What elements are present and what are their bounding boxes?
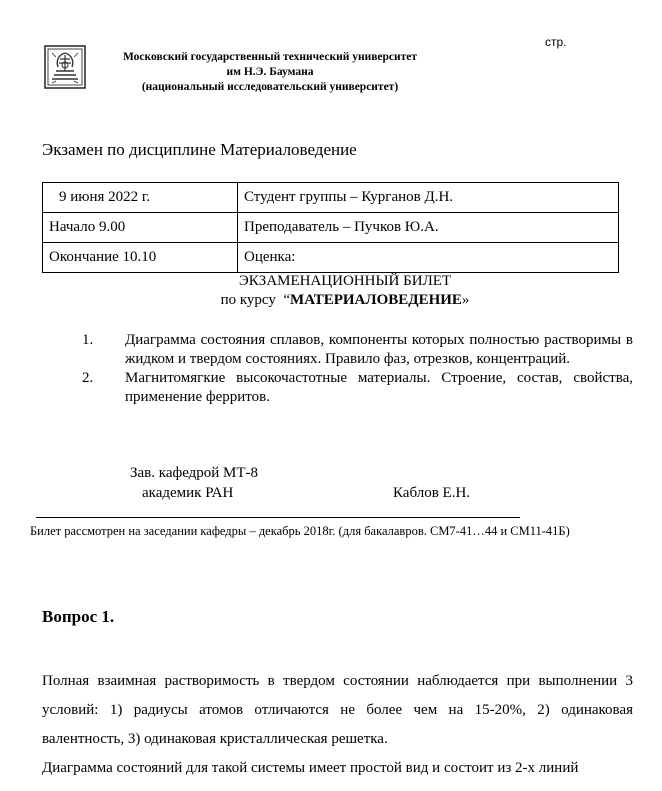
exam-date: 9 июня 2022 г. <box>43 183 238 213</box>
question-number: 2. <box>82 370 94 386</box>
university-header <box>100 50 440 95</box>
signature-position: Зав. кафедрой МТ-8 <box>130 465 259 481</box>
student-group: Студент группы – Курганов Д.Н. <box>238 183 619 213</box>
divider <box>36 517 520 518</box>
table-row <box>43 213 619 243</box>
signature-title: академик РАН <box>142 485 234 501</box>
grade: Оценка: <box>238 243 619 273</box>
university-status: (национальный исследовательский университет) <box>141 81 399 93</box>
answer-body <box>42 667 633 783</box>
signature-name: Каблов Е.Н. <box>393 485 471 501</box>
university-named-after: им Н.Э. Баумана <box>226 66 314 78</box>
page-number-label: стр. <box>545 35 567 49</box>
answer-heading: Вопрос 1. <box>42 607 115 626</box>
approval-note: Билет рассмотрен на заседании кафедры – декабрь 2018г. (для бакалавров. СМ7-41…44 и СМ11-41Б) <box>30 524 570 538</box>
course-suffix: » <box>461 292 470 308</box>
bmstu-emblem-icon <box>44 45 86 89</box>
question-text: Магнитомягкие высокочастотные материалы. Строение, состав, свойства, применение ферритов. <box>125 370 633 405</box>
exam-title: Экзамен по дисциплине Материаловедение <box>42 140 357 159</box>
question-list <box>82 331 633 407</box>
course-name: МАТЕРИАЛОВЕДЕНИЕ <box>290 292 462 308</box>
end-time: Окончание 10.10 <box>43 243 238 273</box>
start-time: Начало 9.00 <box>43 213 238 243</box>
university-name: Московский государственный технический университет <box>122 51 418 63</box>
question-text: Диаграмма состояния сплавов, компоненты которых полностью растворимы в жидком и твердом состояниях. Правило фаз, отрезков, концентраций. <box>125 332 633 367</box>
answer-paragraph: Полная взаимная растворимость в твердом состоянии наблюдается при выполнении 3 условий: 1) радиусы атомов отличаются не более чем на 15-20%, 2) одинаковая валентность, 3) одинаковая кристаллическая решетка. <box>42 673 633 747</box>
ticket-heading: ЭКЗАМЕНАЦИОННЫЙ БИЛЕТ <box>238 273 452 289</box>
course-line <box>100 291 590 310</box>
teacher: Преподаватель – Пучков Ю.А. <box>238 213 619 243</box>
table-row <box>43 243 619 273</box>
exam-info-table <box>42 182 619 273</box>
list-item <box>82 331 633 369</box>
question-number: 1. <box>82 332 94 348</box>
ticket-heading-block <box>100 272 590 310</box>
answer-paragraph: Диаграмма состояний для такой системы имеет простой вид и состоит из 2-х линий <box>42 760 579 776</box>
course-prefix: по курсу “ <box>220 292 291 308</box>
table-row <box>43 183 619 213</box>
list-item <box>82 369 633 407</box>
